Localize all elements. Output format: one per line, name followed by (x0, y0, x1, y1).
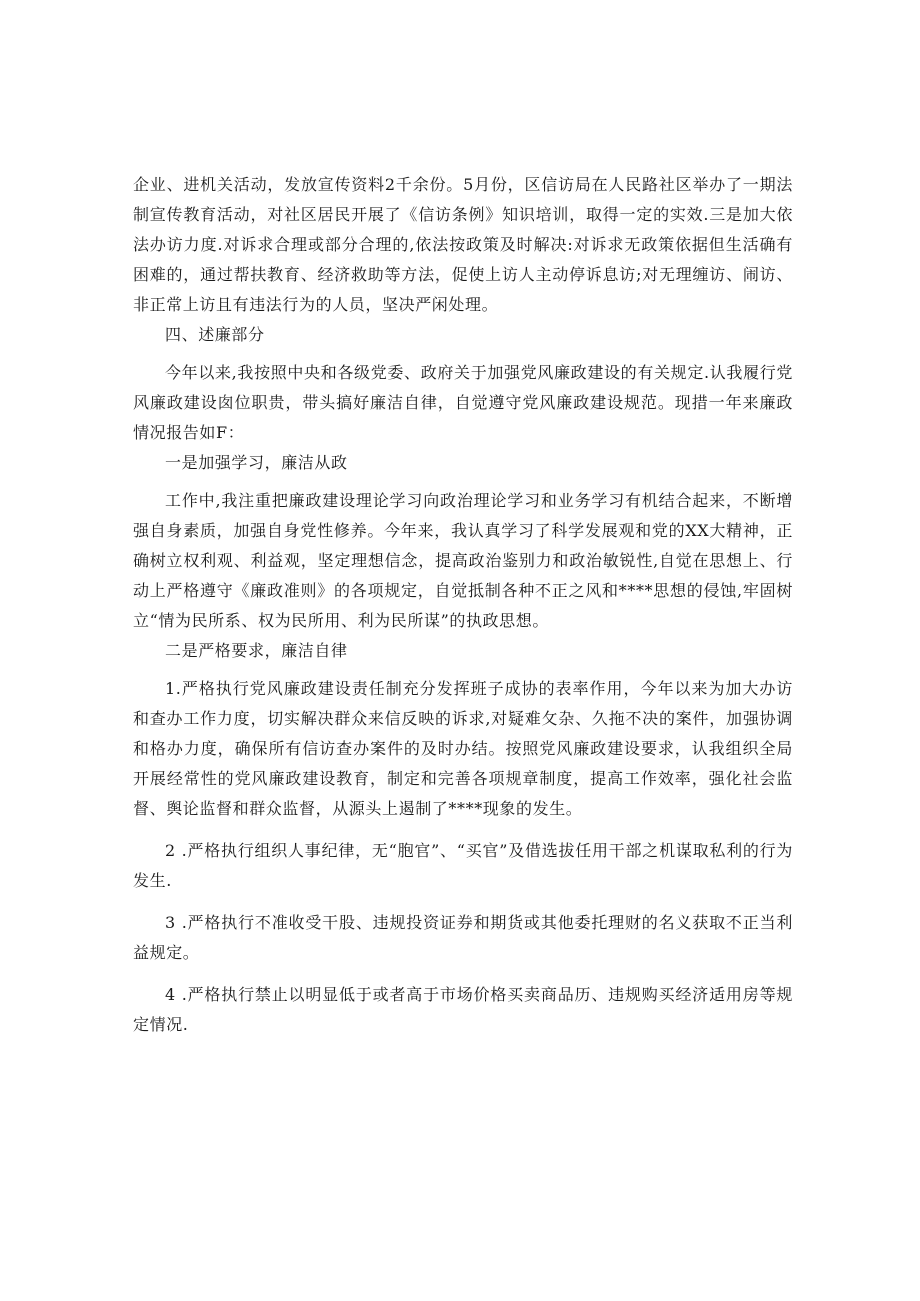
document-page (133, 170, 793, 1040)
subheading-study: 一是加强学习，廉洁从政 (165, 453, 348, 472)
subheading-discipline: 二是严格要求，廉洁自律 (165, 641, 348, 660)
list-item-3: 3 .严格执行不准收受干股、违规投资证券和期货或其他委托理财的名义获取不正当利益规定。 (133, 913, 793, 962)
paragraph-integrity-intro: 今年以来,我按照中央和各级党委、政府关于加强党风廉政建设的有关规定.认我履行党风廉政建设囱位职贵，带头搞好廉洁自律，自觉遵守党风廉政建设规范。现措一年来廉政情况报告如F： (133, 363, 793, 442)
paragraph-study: 工作中,我注重把廉政建设理论学习向政治理论学习和业务学习有机结合起来，不断增强自身素质，加强自身党性修养。今年来，我认真学习了科学发展观和党的XX大精神，正确树立权利观、利益观，坚定理想信念，提高政治鉴别力和政治敏锐性,自觉在思想上、行动上严格遵守《廉政准则》的各项规定，自觉抵制各种不正之风和****思想的侵蚀,牢固树立“情为民所系、权为民所用、利为民所谋”的执政思想。 (133, 491, 793, 630)
list-item-2: 2 .严格执行组织人事纪律，无“胞官”、“买官”及借选拔任用干部之机谋取私利的行为发生. (133, 841, 793, 890)
section-heading-integrity: 四、述廉部分 (165, 325, 265, 344)
list-item-1: 1.严格执行党风廉政建设责任制充分发挥班子成协的表率作用，今年以来为加大办访和查办工作力度，切实解决群众来信反映的诉求,对疑难攵杂、久拖不决的案件，加强协调和格办力度，确保所有信访查办案件的及时办结。按照党风廉政建设要求，认我组织全局开展经常性的党风廉政建设教育，制定和完善各项规章制度，提高工作效率，强化社会监督、舆论监督和群众监督，从源头上遏制了****现象的发生。 (133, 679, 793, 818)
list-item-4: 4 .严格执行禁止以明显低于或者高于市场价格买卖商品历、违规购买经济适用房等规定情况. (133, 985, 793, 1034)
paragraph-legal-publicity: 企业、进机关活动，发放宣传资料2千余份。5月份，区信访局在人民路社区举办了一期法制宣传教育活动，对社区居民开展了《信访条例》知识培训，取得一定的实效.三是加大依法办访力度.对诉求合理或部分合理的,依法按政策及时解决:对诉求无政策依据但生活确有困难的，通过帮扶教育、经济救助等方法，促使上访人主动停诉息访;对无理缠访、闹访、非正常上访且有违法行为的人员，坚决严闲处理。 (133, 175, 793, 314)
